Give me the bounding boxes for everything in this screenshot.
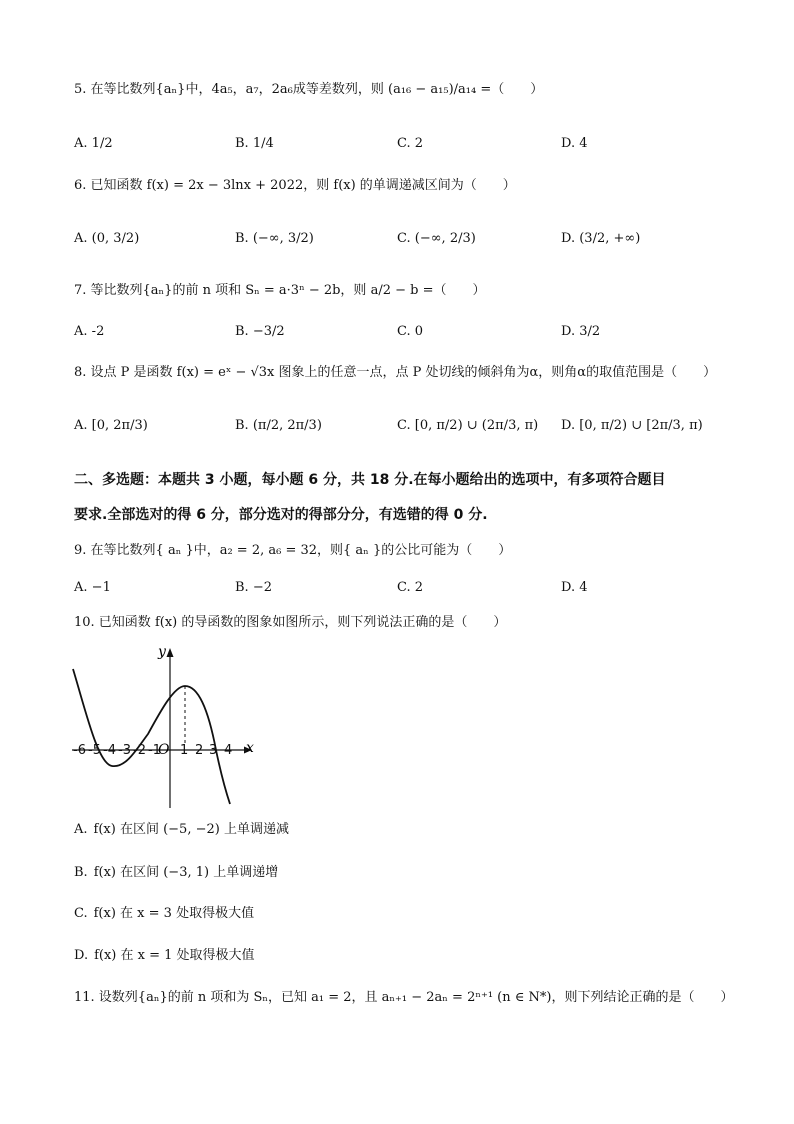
q8-option-b: B. (π/2, 2π/3) <box>235 418 322 433</box>
tick-label-neg3: -3 <box>118 743 131 758</box>
q6-option-c: C. (−∞, 2/3) <box>397 231 476 246</box>
tick-label-2: 2 <box>195 743 204 758</box>
q8-option-d: D. [0, π/2) ∪ [2π/3, π) <box>561 418 703 433</box>
q5-option-c: C. 2 <box>397 136 424 151</box>
q5-option-d: D. 4 <box>561 136 588 151</box>
q6-option-b: B. (−∞, 3/2) <box>235 231 314 246</box>
q5-stem: 5. 在等比数列{aₙ}中，4a₅，a₇，2a₆成等差数列，则 (a₁₆ − a₁₅)/a₁₄ =（ ） <box>74 82 544 97</box>
section-heading-line1: 二、多选题：本题共 3 小题，每小题 6 分，共 18 分.在每小题给出的选项中，有多项符合题目 <box>74 472 666 488</box>
q9-option-c: C. 2 <box>397 580 424 595</box>
q7-option-b: B. −3/2 <box>235 324 285 339</box>
y-axis-label: y <box>158 644 166 660</box>
q7-option-a: A. -2 <box>74 324 105 339</box>
q10-stem: 10. 已知函数 f(x) 的导函数的图象如图所示，则下列说法正确的是（ ） <box>74 615 507 630</box>
tick-label-3: 3 <box>209 743 218 758</box>
q9-option-a: A. −1 <box>74 580 111 595</box>
q10-option-c: C. f(x) 在 x = 3 处取得极大值 <box>74 906 255 921</box>
origin-label: O <box>158 742 170 758</box>
tick-label-1: 1 <box>180 743 189 758</box>
q8-option-a: A. [0, 2π/3) <box>74 418 148 433</box>
q9-option-b: B. −2 <box>235 580 272 595</box>
tick-label-neg5: -5 <box>88 743 101 758</box>
q9-option-d: D. 4 <box>561 580 588 595</box>
section-heading-line2: 要求.全部选对的得 6 分，部分选对的得部分分，有选错的得 0 分. <box>74 507 488 523</box>
q7-option-c: C. 0 <box>397 324 424 339</box>
q5-option-b: B. 1/4 <box>235 136 274 151</box>
q8-stem: 8. 设点 P 是函数 f(x) = eˣ − √3x 图象上的任意一点，点 P 处切线的倾斜角为α，则角α的取值范围是（ ） <box>74 365 717 380</box>
y-axis-arrow <box>167 648 174 657</box>
q8-option-c: C. [0, π/2) ∪ (2π/3, π) <box>397 418 539 433</box>
q7-option-d: D. 3/2 <box>561 324 601 339</box>
q6-stem: 6. 已知函数 f(x) = 2x − 3lnx + 2022，则 f(x) 的单调递减区间为（ ） <box>74 178 516 193</box>
tick-label-neg1: -1 <box>148 743 161 758</box>
x-axis-label: x <box>246 740 254 756</box>
q10-option-d: D. f(x) 在 x = 1 处取得极大值 <box>74 948 255 963</box>
derivative-graph <box>66 642 266 810</box>
q10-option-a: A. f(x) 在区间 (−5, −2) 上单调递减 <box>74 822 289 837</box>
q11-stem: 11. 设数列{aₙ}的前 n 项和为 Sₙ，已知 a₁ = 2，且 aₙ₊₁ − 2aₙ = 2ⁿ⁺¹ (n ∈ N*)，则下列结论正确的是（ ） <box>74 990 734 1005</box>
tick-label-4: 4 <box>224 743 233 758</box>
q5-option-a: A. 1/2 <box>74 136 113 151</box>
tick-label-neg6: -6 <box>73 743 86 758</box>
derivative-curve <box>73 669 233 804</box>
tick-label-neg4: -4 <box>103 743 116 758</box>
tick-label-neg2: -2 <box>133 743 146 758</box>
q10-option-b: B. f(x) 在区间 (−3, 1) 上单调递增 <box>74 865 279 880</box>
q7-stem: 7. 等比数列{aₙ}的前 n 项和 Sₙ = a·3ⁿ − 2b，则 a/2 − b =（ ） <box>74 283 486 298</box>
q9-stem: 9. 在等比数列{ aₙ }中，a₂ = 2, a₆ = 32，则{ aₙ }的公比可能为（ ） <box>74 543 512 558</box>
q6-option-d: D. (3/2, +∞) <box>561 231 641 246</box>
q6-option-a: A. (0, 3/2) <box>74 231 140 246</box>
